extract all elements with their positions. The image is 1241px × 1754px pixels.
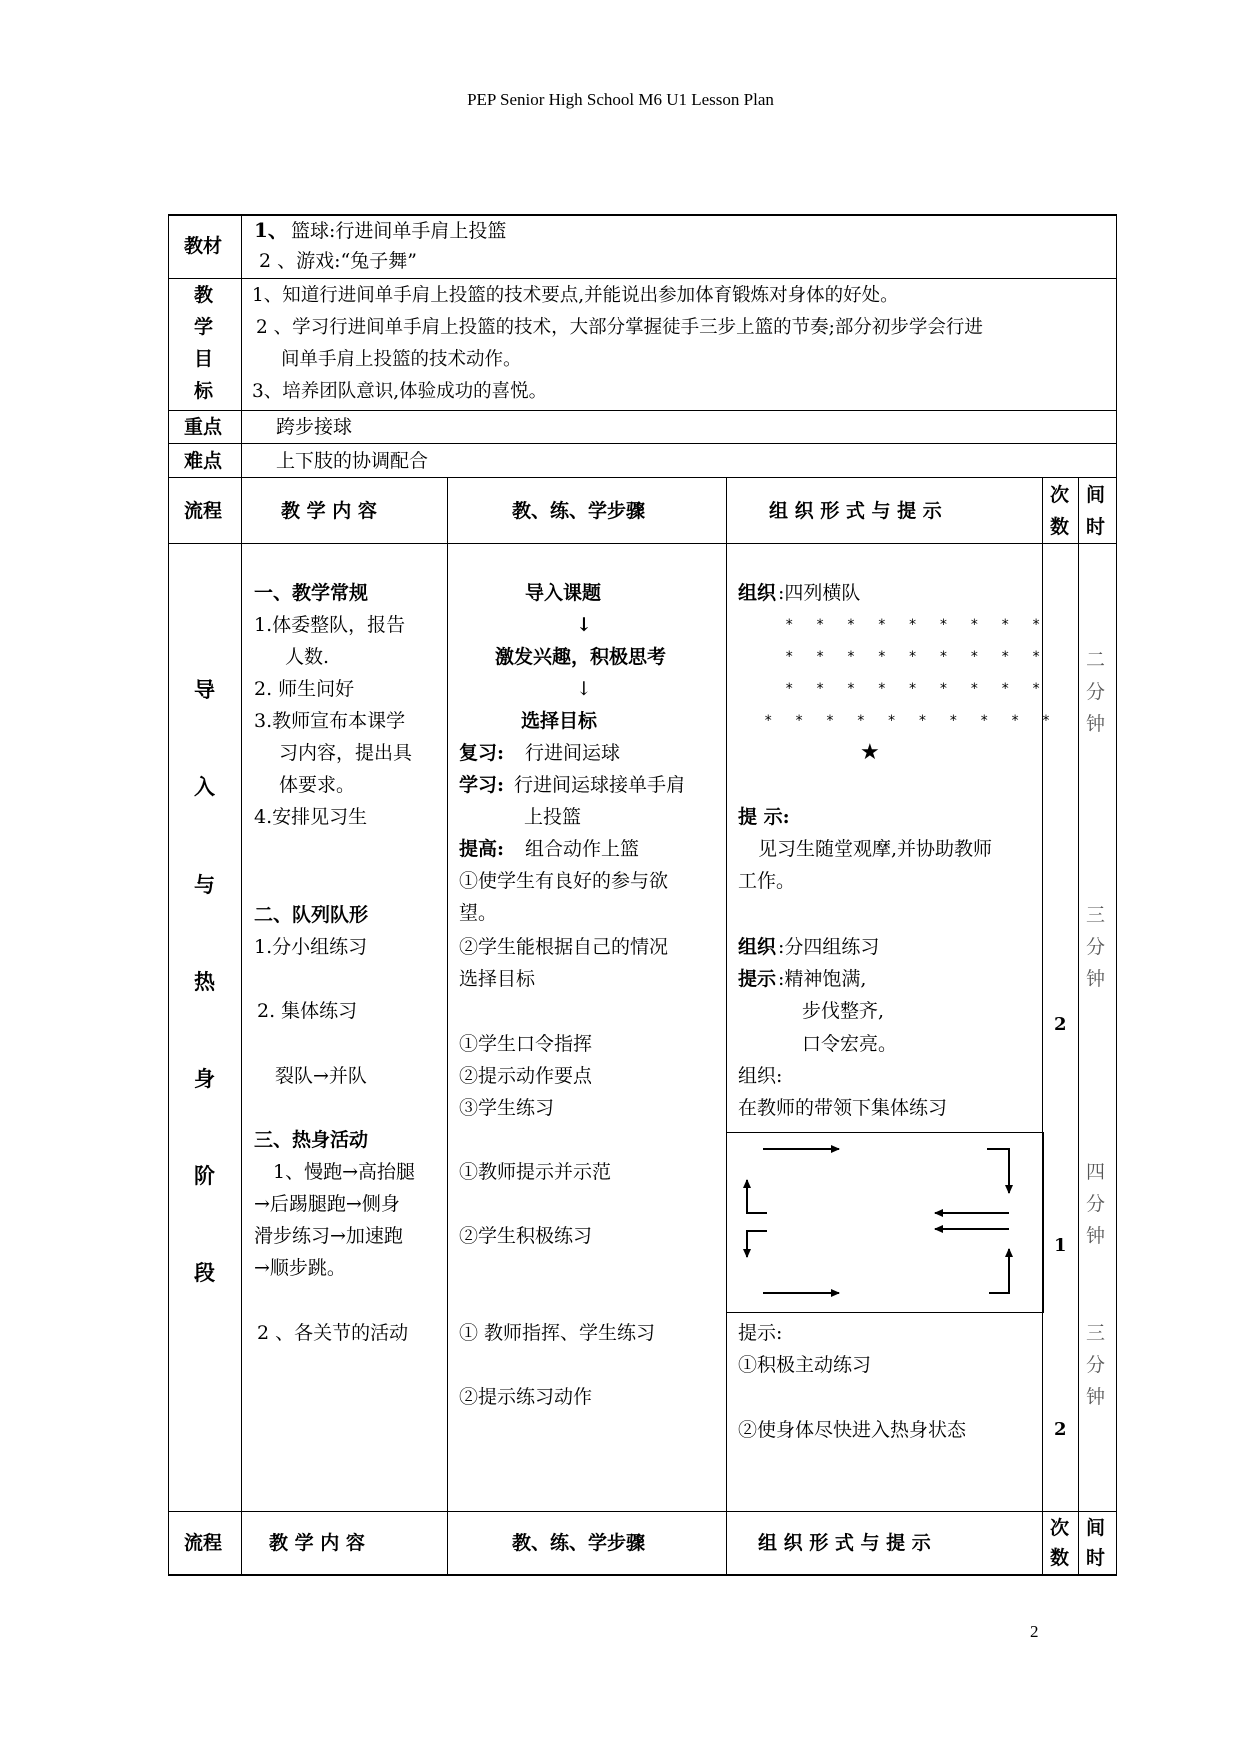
col-header-time-top: 间 <box>1086 484 1106 506</box>
col-header-count-top: 次 <box>1050 1517 1070 1539</box>
step-intro: 导入课题 <box>525 582 602 604</box>
step-point: ①学生口令指挥 <box>459 1033 593 1055</box>
table-col-rule <box>241 214 242 1576</box>
materials-number: 1、 <box>254 218 288 242</box>
org-text: :四列横队 <box>778 582 861 604</box>
step-learn-label: 学习: <box>459 774 505 796</box>
objective-2: 2 、学习行进间单手肩上投篮的技术，大部分掌握徒手三步上篮的节奏;部分初步学会行进 <box>256 317 983 338</box>
key-point-label: 重点 <box>184 416 223 438</box>
col-header-steps: 教、练、学步骤 <box>512 1532 646 1554</box>
phase-label-char: 导 <box>194 677 215 702</box>
time-char: 三 <box>1086 904 1106 926</box>
step-point: 选择目标 <box>459 968 536 990</box>
step-point: ②学生积极练习 <box>459 1225 593 1247</box>
tip-label: 提 示: <box>738 806 790 828</box>
step-point: ①使学生有良好的参与欲 <box>459 870 669 892</box>
tip-text: 工作。 <box>738 870 796 892</box>
objective-3: 3、培养团队意识,体验成功的喜悦。 <box>252 381 548 402</box>
formation-star-row: * * * * * * * * * <box>785 617 1048 633</box>
org-label: 组织 <box>738 582 777 604</box>
step-review-text: 行进间运球 <box>525 742 621 764</box>
time-char: 钟 <box>1086 1225 1106 1247</box>
difficulty-text: 上下肢的协调配合 <box>276 450 429 472</box>
formation-star-row: * * * * * * * * * * <box>764 713 1058 729</box>
step-improve-label: 提高: <box>459 838 505 860</box>
objective-1: 1、知道行进间单手肩上投篮的技术要点,并能说出参加体育锻炼对身体的好处。 <box>252 285 899 306</box>
step-point: ① 教师指挥、学生练习 <box>459 1322 656 1344</box>
content-item: →后踢腿跑→侧身 <box>254 1193 400 1215</box>
tip-label: 提示: <box>738 1322 783 1344</box>
objectives-label-char: 学 <box>194 316 214 338</box>
time-char: 分 <box>1086 1193 1106 1215</box>
table-rule <box>168 543 1117 544</box>
col-header-time-bottom: 时 <box>1086 1547 1106 1569</box>
col-header-content: 教 学 内 容 <box>269 1532 365 1554</box>
tip-text: 口令宏亮。 <box>802 1033 898 1055</box>
count-value: 2 <box>1054 1014 1067 1035</box>
teacher-star-icon: ★ <box>860 740 880 765</box>
tip-text: ①积极主动练习 <box>738 1354 872 1376</box>
step-point: 望。 <box>459 902 498 924</box>
content-item: 人数. <box>285 646 330 668</box>
step-review-label: 复习: <box>459 742 505 764</box>
col-header-flow: 流程 <box>184 1532 223 1554</box>
table-rule <box>168 443 1117 444</box>
objectives-label-char: 教 <box>194 284 214 306</box>
objectives-label-char: 标 <box>194 380 214 402</box>
time-char: 钟 <box>1086 713 1106 735</box>
count-value: 1 <box>1054 1235 1067 1256</box>
materials-item-1: 篮球:行进间单手肩上投篮 <box>291 220 507 242</box>
time-char: 二 <box>1086 649 1106 671</box>
tip-text: ②使身体尽快进入热身状态 <box>738 1419 967 1441</box>
table-rule <box>168 477 1117 478</box>
phase-label-char: 段 <box>194 1260 215 1285</box>
table-col-rule <box>726 477 727 1576</box>
step-learn-text: 行进间运球接单手肩 <box>514 774 686 796</box>
table-rule <box>168 278 1117 279</box>
col-header-org: 组 织 形 式 与 提 示 <box>769 500 942 522</box>
tip-text: 步伐整齐, <box>802 1000 885 1022</box>
lesson-plan-table <box>168 214 1117 1576</box>
content-item: 裂队→并队 <box>275 1065 367 1087</box>
content-item: 1、慢跑→高抬腿 <box>273 1161 416 1183</box>
page-number: 2 <box>1030 1622 1039 1641</box>
formation-star-row: * * * * * * * * * <box>785 681 1048 697</box>
org-label: 组织: <box>738 1065 783 1087</box>
content-item: 2. 师生问好 <box>254 678 355 700</box>
col-header-time-bottom: 时 <box>1086 516 1106 538</box>
content-item: 3.教师宣布本课学 <box>254 710 406 732</box>
time-char: 三 <box>1086 1322 1106 1344</box>
step-improve-text: 组合动作上篮 <box>525 838 640 860</box>
phase-label-char: 与 <box>194 872 215 897</box>
col-header-count-bottom: 数 <box>1050 1547 1070 1569</box>
difficulty-label: 难点 <box>184 450 223 472</box>
content-item: 体要求。 <box>279 774 356 796</box>
table-rule <box>168 1511 1117 1512</box>
content-item: 1.体委整队，报告 <box>254 614 406 636</box>
phase-label-char: 阶 <box>194 1163 215 1188</box>
table-border-right <box>1116 214 1117 1576</box>
materials-item-2: 2 、游戏:“兔子舞” <box>259 250 417 272</box>
formation-star-row: * * * * * * * * * <box>785 649 1048 665</box>
step-interest: 激发兴趣，积极思考 <box>495 646 667 668</box>
content-item: 滑步练习→加速跑 <box>254 1225 403 1247</box>
phase-label-char: 身 <box>194 1066 215 1091</box>
content-section-title: 一、教学常规 <box>254 582 369 604</box>
phase-label-char: 入 <box>194 774 215 799</box>
objective-2-cont: 间单手肩上投篮的技术动作。 <box>281 349 522 370</box>
content-item: 习内容，提出具 <box>279 742 413 764</box>
org-text: 在教师的带领下集体练习 <box>738 1097 948 1119</box>
tip-text: :精神饱满, <box>778 968 867 990</box>
content-item: 1.分小组练习 <box>254 936 368 958</box>
time-char: 钟 <box>1086 968 1106 990</box>
col-header-org: 组 织 形 式 与 提 示 <box>758 1532 931 1554</box>
step-learn-text: 上投篮 <box>524 806 582 828</box>
time-char: 钟 <box>1086 1386 1106 1408</box>
content-item: 2 、各关节的活动 <box>257 1322 409 1344</box>
time-char: 四 <box>1086 1161 1106 1183</box>
table-col-rule <box>1078 477 1079 1576</box>
content-item: 2. 集体练习 <box>257 1000 358 1022</box>
phase-label-char: 热 <box>194 969 215 994</box>
col-header-count-top: 次 <box>1050 484 1070 506</box>
tip-text: 见习生随堂观摩,并协助教师 <box>758 838 993 860</box>
tip-label: 提示 <box>738 968 777 990</box>
step-point: ①教师提示并示范 <box>459 1161 612 1183</box>
step-point: ②提示练习动作 <box>459 1386 593 1408</box>
route-diagram <box>726 1132 1044 1313</box>
time-char: 分 <box>1086 681 1106 703</box>
step-choose: 选择目标 <box>521 710 598 732</box>
table-border-left <box>168 214 169 1576</box>
col-header-count-bottom: 数 <box>1050 516 1070 538</box>
step-point: ③学生练习 <box>459 1097 555 1119</box>
content-section-title: 二、队列队形 <box>254 904 369 926</box>
table-col-rule <box>447 477 448 1576</box>
col-header-content: 教 学 内 容 <box>281 500 377 522</box>
content-item: 4.安排见习生 <box>254 806 368 828</box>
key-point-text: 跨步接球 <box>276 416 353 438</box>
table-border-bottom <box>168 1574 1117 1576</box>
org-text: :分四组练习 <box>778 936 880 958</box>
time-char: 分 <box>1086 936 1106 958</box>
col-header-steps: 教、练、学步骤 <box>512 500 646 522</box>
step-point: ②提示动作要点 <box>459 1065 593 1087</box>
org-label: 组织 <box>738 936 777 958</box>
time-char: 分 <box>1086 1354 1106 1376</box>
step-arrow-down: ↓ <box>576 614 592 636</box>
page-header: PEP Senior High School M6 U1 Lesson Plan <box>467 90 774 109</box>
content-item: →顺步跳。 <box>254 1257 346 1279</box>
col-header-time-top: 间 <box>1086 1517 1106 1539</box>
step-point: ②学生能根据自己的情况 <box>459 936 669 958</box>
step-arrow-down: ↓ <box>576 678 592 700</box>
route-arrows-icon <box>727 1133 1045 1314</box>
col-header-flow: 流程 <box>184 500 223 522</box>
content-section-title: 三、热身活动 <box>254 1129 369 1151</box>
materials-label: 教材 <box>184 235 223 257</box>
objectives-label-char: 目 <box>194 348 214 370</box>
count-value: 2 <box>1054 1419 1067 1440</box>
